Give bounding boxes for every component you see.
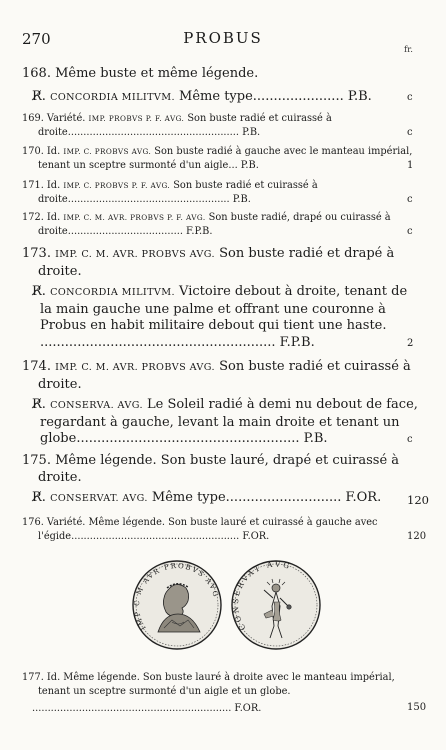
reverse-description: Même type...................... P.B. [174,89,372,104]
entry-171-text: Son buste radié et cuirassé à droite.................................................... P.B. [38,180,318,205]
rarity-176: 120 [407,531,427,542]
entry-172-text: Son buste radié, drapé ou cuirassé à droite..................................... F.P.B. [38,212,391,237]
entry-169 [22,112,420,139]
rarity-174: c [407,434,413,445]
reverse-legend: CONCORDIA MILITVM. [50,287,175,298]
rarity-169: c [407,127,413,138]
coin-svg [128,558,324,652]
reverse-description: Victoire debout à droite, tenant de la main gauche une palme et offrant une couronne à Probus en habit militaire debout qui tient une haste. ......................................................... F.P.B. [40,284,408,350]
coin-reverse-legend: CONSERVAT AVG [230,559,293,632]
reverse-legend: CONSERVA. AVG. [50,400,143,411]
entry-171 [22,179,420,206]
entry-170-legend: IMP. C. PROBVS AVG. [63,147,152,156]
coin-reverse [231,559,320,649]
entry-174-label: 174. [22,359,56,374]
reverse-description: Même type............................ F.OR. [147,490,382,505]
entry-177-end: ................................................................ F.OR. [32,703,262,714]
coin-illustration [128,558,324,652]
entry-173 [22,246,420,280]
rarity-column-label: fr. [404,45,413,55]
reverse-symbol: R̸. [32,397,51,412]
entry-175: 175. Même légende. Son buste lauré, drapé et cuirassé à droite. [22,453,400,485]
entry-173-legend: IMP. C. M. AVR. PROBVS AVG. [55,249,215,260]
entry-172-legend: IMP. C. M. AVR. PROBVS P. F. AVG. [63,213,206,222]
entry-174-legend: IMP. C. M. AVR. PROBVS AVG. [55,362,215,373]
entry-170-text: Son buste radié à gauche avec le manteau impérial, tenant un sceptre surmonté d'un aigle... P.B. [38,146,413,171]
entry-173-label: 173. [22,246,56,261]
entry-168-reverse [22,89,414,107]
entry-175-reverse [22,490,414,508]
entry-169-text: Son buste radié et cuirassé à droite....................................................... P.B. [38,113,332,138]
entry-170-label: 170. Id. [22,146,64,157]
entry-174 [22,359,420,393]
entry-174-reverse [22,397,422,448]
coin-obverse-legend: IMP C M AVR PROBVS AVG [132,561,221,632]
reverse-legend: CONSERVAT. AVG. [50,493,148,504]
reverse-symbol: R̸. [32,284,51,299]
rarity-172: c [407,226,413,237]
entry-170 [22,145,420,172]
running-head: PROBUS [183,29,263,47]
rarity-173: 2 [407,338,414,349]
rarity-171: c [407,194,413,205]
entry-174-text: Son buste radié et cuirassé à droite. [38,359,411,392]
entry-169-legend: IMP. PROBVS P. F. AVG. [88,114,185,123]
entry-169-label: 169. Variété. [22,113,89,124]
reverse-legend: CONCORDIA MILITVM. [50,92,175,103]
coin-obverse [133,561,221,649]
rarity-170: 1 [407,160,414,171]
entry-168: 168. Même buste et même légende. [22,66,259,81]
rarity-168: c [407,92,413,103]
rarity-177: 150 [407,702,427,713]
rarity-175: 120 [407,493,429,507]
entry-173-text: Son buste radié et drapé à droite. [38,246,395,279]
entry-177: 177. Id. Même légende. Son buste lauré à droite avec le manteau impérial, tenant un sceptre surmonté d'un aigle et un globe. [22,672,395,697]
entry-173-reverse [22,284,422,351]
entry-172 [22,211,420,238]
entry-172-label: 172. Id. [22,212,64,223]
entry-176: 176. Variété. Même légende. Son buste lauré et cuirassé à gauche avec l'égide...................................................... F.OR. [22,517,378,542]
entry-171-label: 171. Id. [22,180,64,191]
reverse-symbol: R̸. [32,490,51,505]
page-number: 270 [22,30,51,48]
entry-171-legend: IMP. C. PROBVS P. F. AVG. [63,181,171,190]
reverse-description: Le Soleil radié à demi nu debout de face, regardant à gauche, levant la main droite et tenant un globe...................................................... P.B. [40,397,418,446]
reverse-symbol: R̸. [32,89,46,104]
